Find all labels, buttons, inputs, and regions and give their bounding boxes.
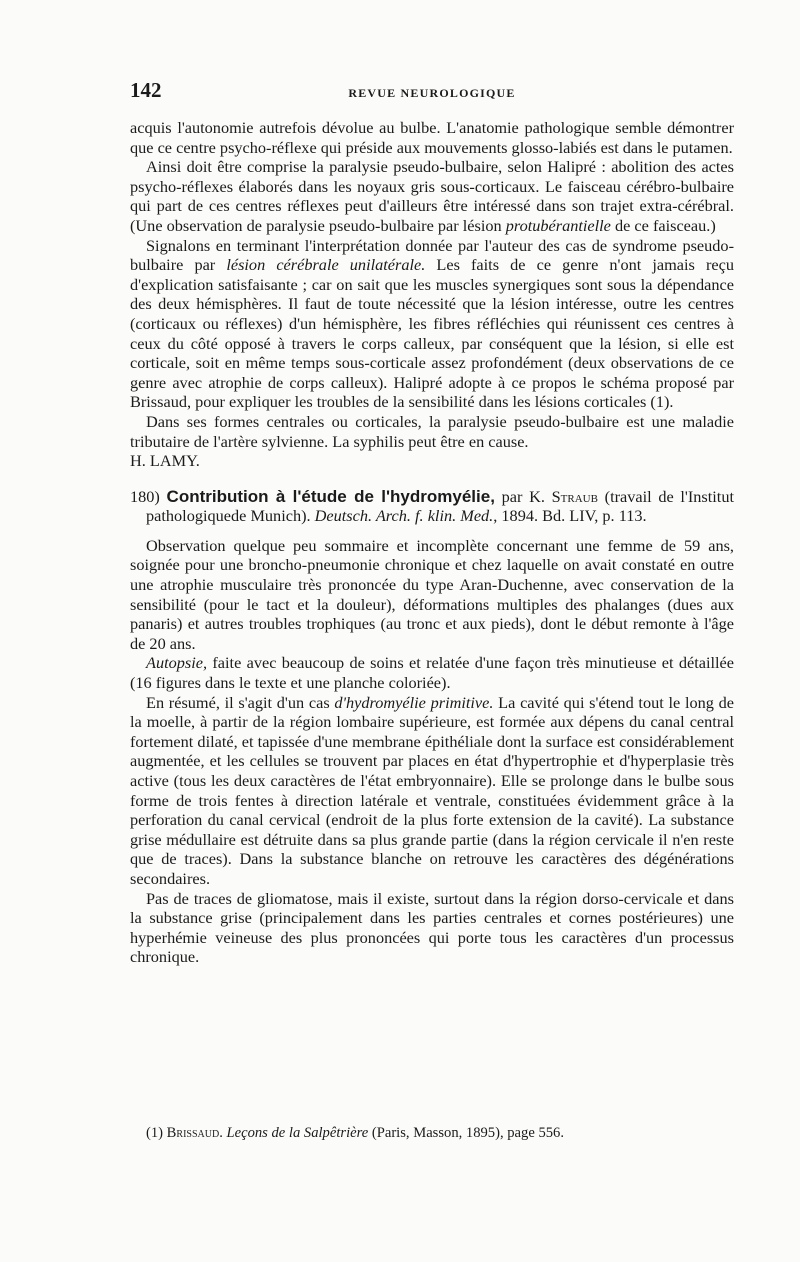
page-header bbox=[130, 78, 734, 102]
paragraph bbox=[130, 236, 734, 412]
footnote-title: Leçons de la Salpêtrière bbox=[222, 1125, 369, 1141]
review-title: Contribution à l'étude de l'hydromyélie, bbox=[166, 486, 495, 506]
italic-term: Autopsie, bbox=[146, 653, 208, 673]
paragraph bbox=[130, 536, 734, 654]
paragraph-text: Ainsi doit être comprise la paralysie pseudo-bulbaire, selon Halipré : abolition des actes psycho-réflexes élaborés dans les noyaux gris sous-corticaux. Le faisceau cérébro-bulbaire qui part de ces centres réflexes peut d'ailleurs être intéressé dans son trajet extra-cérébral. (Une observation de paralysie pseudo-bulbaire par lésion bbox=[130, 157, 734, 235]
paragraph-text: En résumé, il s'agit d'un cas bbox=[146, 692, 335, 712]
page-body bbox=[130, 118, 734, 967]
paragraph-text: Observation quelque peu sommaire et incomplète concernant une femme de 59 ans, soignée pour une broncho-pneumonie chronique et chez laquelle on avait constaté en outre une atrophie musculaire très prononcée du type Aran-Duchenne, avec conservation de la sensibilité (pour le tact et la douleur), déformations multiples des phalanges (dues aux panaris) et autres troubles trophiques (au tronc et aux pieds), dont le début remonte à l'âge de 20 ans. bbox=[130, 535, 734, 653]
paragraph-text: faite avec beaucoup de soins et relatée d'une façon très minutieuse et détaillée (16 figures dans le texte et une planche coloriée). bbox=[130, 653, 734, 693]
review-author: Straub bbox=[551, 486, 598, 506]
review-by: par K. bbox=[494, 486, 552, 506]
paragraph-text: de ce faisceau.) bbox=[610, 215, 716, 235]
paragraph-text: Signalons en terminant l'interprétation donnée par l'auteur des cas de syndrome pseudo-bulbaire par bbox=[130, 235, 734, 275]
paragraph bbox=[130, 889, 734, 967]
signature-name: AMY. bbox=[159, 451, 200, 471]
review-citation: , 1894. Bd. LIV, p. 113. bbox=[493, 506, 647, 526]
paragraph bbox=[130, 653, 734, 692]
paragraph bbox=[130, 693, 734, 889]
running-title: REVUE NEUROLOGIQUE bbox=[348, 86, 516, 100]
review-number: 180) bbox=[130, 486, 160, 506]
paragraph bbox=[130, 157, 734, 235]
italic-term: protubérantielle bbox=[505, 215, 611, 235]
footnote-text: (Paris, Masson, 1895), page 556. bbox=[368, 1125, 564, 1141]
review-journal: Deutsch. Arch. f. klin. Med. bbox=[314, 506, 494, 526]
paragraph-text: acquis l'autonomie autrefois dévolue au bulbe. L'anatomie pathologique semble démontrer que ce centre psycho-réflexe qui préside aux mouvements glosso-labiés est dans le putamen. bbox=[130, 118, 734, 157]
paragraph-text: Pas de traces de gliomatose, mais il existe, surtout dans la région dorso-cervicale et dans la substance grise (principalement dans les parties centrales et cornes postérieures) une hyperhémie veineuse des plus prononcées qui porte tous les caractères d'un processus chronique. bbox=[130, 888, 734, 967]
paragraph-text: La cavité qui s'étend tout le long de la moelle, à partir de la région lombaire supérieure, est formée aux dépens du canal central fortement dilaté, et tapissée d'une membrane épithéliale dont la surface est considérablement augmentée, et les cellules se trouvent par places en état d'hypertrophie et d'hyperplasie très active (tous les deux caractères de l'état embryonnaire). Elle se prolonge dans le bulbe sous forme de trois fentes à direction latérale et ventrale, constituées évidemment grâce à la perforation du canal cervical (endroit de la plus forte extension de la cavité). La substance grise médullaire est détruite dans sa plus grande partie (dans la région cervicale il n'en reste que de traces). Dans la substance blanche on retrouve les caractères des dégénérations secondaires. bbox=[130, 692, 734, 888]
italic-term: lésion cérébrale unilatérale. bbox=[226, 255, 426, 275]
footnote-author: Brissaud. bbox=[166, 1125, 223, 1141]
paragraph-text: Les faits de ce genre n'ont jamais reçu d'explication satisfaisante ; car on sait que les muscles synergiques sont sous la dépendance des deux hémisphères. Il faut de toute nécessité que la lésion intéresse, outre les centres (corticaux ou réflexes) d'un hémisphère, les fibres réfléchies qui réunissent ces centres à ceux du côté opposé à travers le corps calleux, par conséquent que la lésion, si elle est corticale, soit en même temps sous-corticale assez profondément (deux observations de ce genre avec atrophie de corps calleux). Halipré adopte à ce propos le schéma proposé par Brissaud, pour expliquer les troubles de la sensibilité dans les lésions corticales (1). bbox=[130, 255, 734, 412]
italic-term: d'hydromyélie primitive. bbox=[334, 692, 494, 712]
paragraph bbox=[130, 118, 734, 157]
review-heading bbox=[130, 487, 734, 526]
signature-initial: H. L bbox=[130, 451, 160, 471]
footnote-marker: (1) bbox=[146, 1125, 167, 1141]
paragraph-text: Dans ses formes centrales ou corticales, la paralysie pseudo-bulbaire est une maladie tributaire de l'artère sylvienne. La syphilis peut être en cause. bbox=[130, 411, 734, 451]
review-signature bbox=[130, 451, 734, 471]
page-number: 142 bbox=[130, 78, 162, 102]
footnote bbox=[146, 1124, 736, 1142]
review-affiliation: (travail de l'Institut pathologiquede Munich). bbox=[146, 486, 734, 526]
paragraph bbox=[130, 412, 734, 451]
